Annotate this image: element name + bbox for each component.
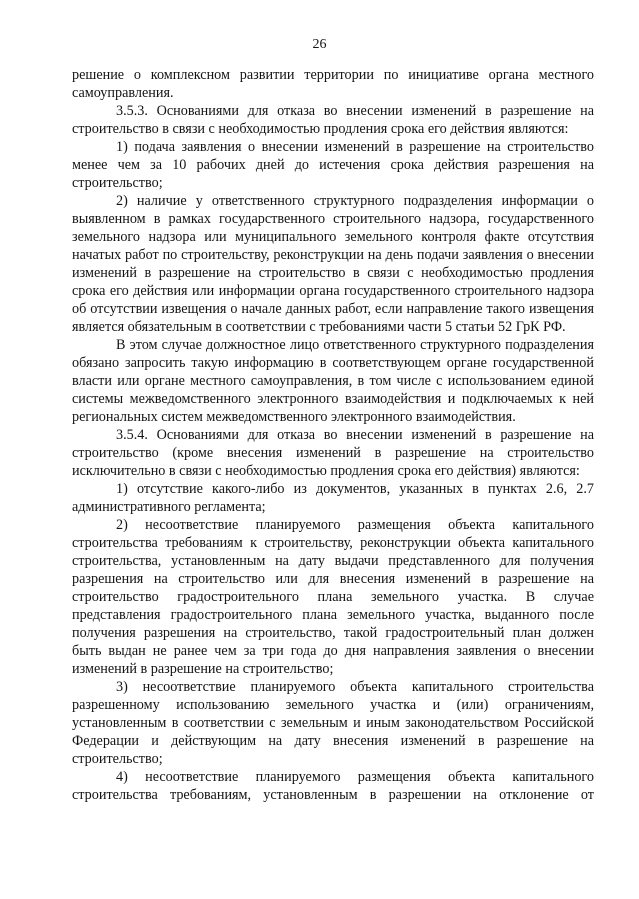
paragraph-3-5-4-item-2: 2) несоответствие планируемого размещения объекта капитального строительства требованиям к строительству, реконструкции объекта капитального строительства, установленным на дату выдачи представленного для получения разрешения на строительство или для внесения изменений в разрешение на строительство градостроительного плана земельного участка. В случае представления градостроительного плана земельного участка, выданного после получения разрешения на строительство, такой градостроительный план должен быть выдан не ранее чем за три года до дня направления заявления о внесении изменений в разрешение на строительство;: [72, 517, 594, 677]
page-number: 26: [312, 37, 327, 52]
paragraph-3-5-3-note: В этом случае должностное лицо ответственного структурного подразделения обязано запросить такую информацию в соответствующем органе государственной власти или органе местного самоуправления, в том числе с использованием единой системы межведомственного электронного взаимодействия и подключаемых к ней региональных систем межведомственного электронного взаимодействия.: [72, 337, 594, 425]
paragraph-3-5-3-item-1: 1) подача заявления о внесении изменений в разрешение на строительство менее чем за 10 рабочих дней до истечения срока действия разрешения на строительство;: [72, 139, 594, 191]
paragraph-3-5-4-item-3: 3) несоответствие планируемого объекта капитального строительства разрешенному использованию земельного участка и (или) ограничениям, установленным в соответствии с земельным и иным законодательством Российской Федерации и действующим на дату внесения изменений в разрешение на строительство;: [72, 679, 594, 767]
document-body: [72, 66, 594, 804]
paragraph-continuation: решение о комплексном развитии территории по инициативе органа местного самоуправления.: [72, 67, 594, 101]
paragraph-3-5-3-item-2: 2) наличие у ответственного структурного подразделения информации о выявленном в рамках государственного строительного надзора, государственного земельного надзора или муниципального земельного контроля факте отсутствия начатых работ по строительству, реконструкции на день подачи заявления о внесении изменений в разрешение на строительство в связи с необходимостью продления срока его действия или информации органа государственного строительного надзора об отсутствии извещения о начале данных работ, если направление такого извещения является обязательным в соответствии с требованиями части 5 статьи 52 ГрК РФ.: [72, 193, 594, 335]
paragraph-3-5-4-item-1: 1) отсутствие какого-либо из документов, указанных в пунктах 2.6, 2.7 административного регламента;: [72, 481, 594, 515]
paragraph-3-5-4-item-4: 4) несоответствие планируемого размещения объекта капитального строительства требованиям, установленным в разрешении на отклонение от: [72, 769, 594, 803]
paragraph-3-5-4: 3.5.4. Основаниями для отказа во внесении изменений в разрешение на строительство (кроме внесения изменений в разрешение на строительство исключительно в связи с необходимостью продления срока его действия) являются:: [72, 427, 594, 479]
paragraph-3-5-3: 3.5.3. Основаниями для отказа во внесении изменений в разрешение на строительство в связи с необходимостью продления срока его действия являются:: [72, 103, 594, 137]
